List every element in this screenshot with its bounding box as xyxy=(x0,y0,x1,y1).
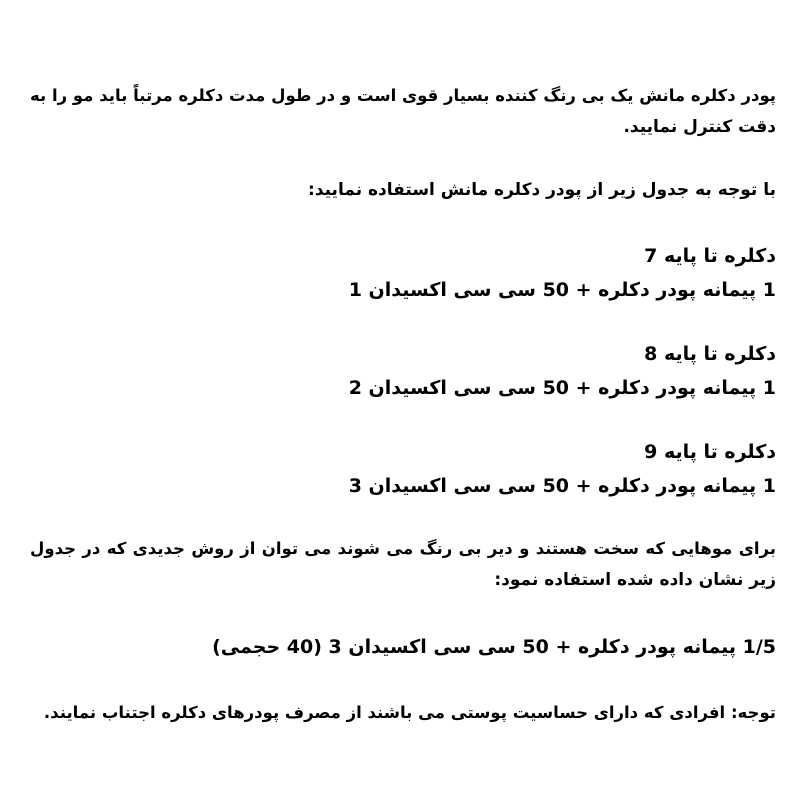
level-7-recipe: 1 پیمانه پودر دکلره + 50 سی سی اکسیدان 1 xyxy=(348,279,776,301)
level-9-recipe: 1 پیمانه پودر دکلره + 50 سی سی اکسیدان 3 xyxy=(348,475,776,497)
level-8-recipe: 1 پیمانه پودر دکلره + 50 سی سی اکسیدان 2 xyxy=(348,377,776,399)
table-intro: با توجه به جدول زیر از پودر دکلره مانش استفاده نمایید: xyxy=(308,180,776,200)
level-8-heading: دکلره تا پایه 8 xyxy=(644,343,776,365)
intro-line-1: پودر دکلره مانش یک بی رنگ کننده بسیار قوی است و در طول مدت دکلره مرتباً باید مو را به xyxy=(30,86,776,105)
intro-line-2: دقت کنترل نمایید. xyxy=(623,117,776,137)
level-9-heading: دکلره تا پایه 9 xyxy=(644,441,776,463)
hard-hair-line-1: برای موهایی که سخت هستند و دیر بی رنگ می شوند می توان از روش جدیدی که در جدول xyxy=(30,539,776,558)
new-method-recipe: 1/5 پیمانه پودر دکلره + 50 سی سی اکسیدان 3 (40 حجمی) xyxy=(212,636,776,658)
caution-note: توجه: افرادی که دارای حساسیت پوستی می باشند از مصرف پودرهای دکلره اجتناب نمایند. xyxy=(43,703,776,722)
level-7-heading: دکلره تا پایه 7 xyxy=(644,245,776,267)
hard-hair-line-2: زیر نشان داده شده استفاده نمود: xyxy=(494,570,776,590)
